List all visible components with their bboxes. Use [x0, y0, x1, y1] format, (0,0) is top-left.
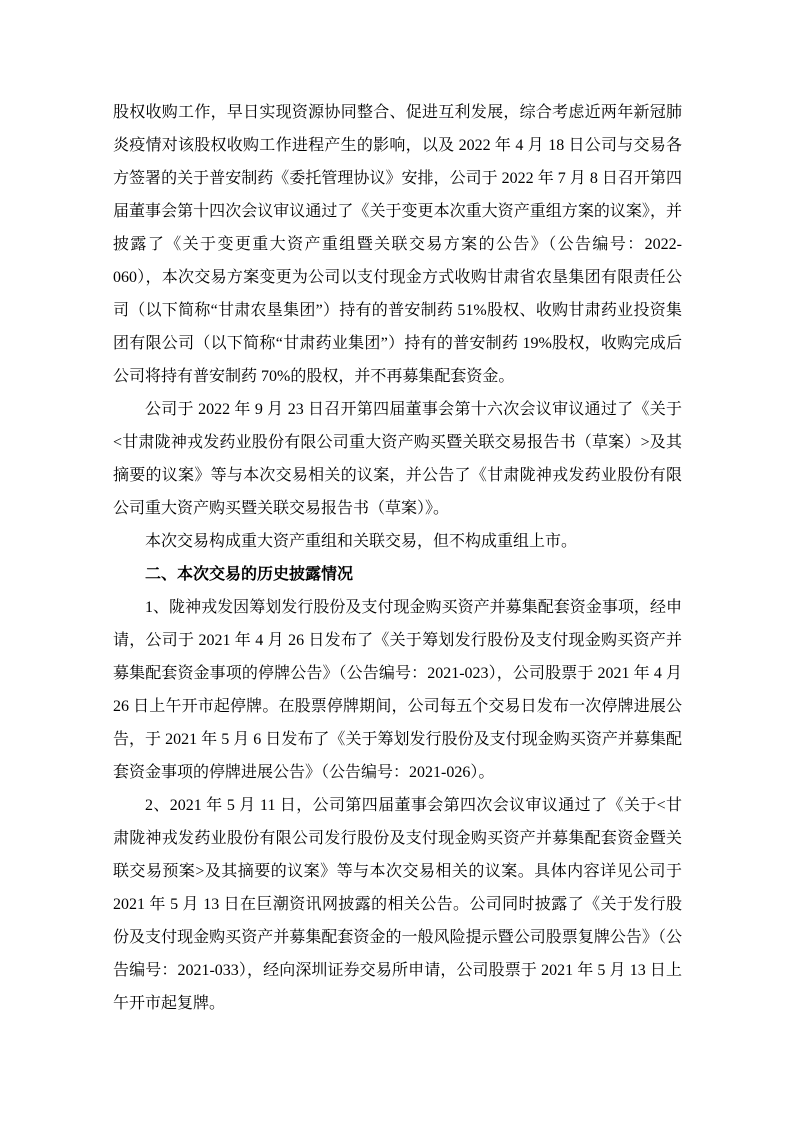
paragraph: 公司于 2022 年 9 月 23 日召开第四届董事会第十六次会议审议通过了《关于<甘肃陇神戎发药业股份有限公司重大资产购买暨关联交易报告书（草案）>及其摘要的议案》等与本次交易相关的议案，并公告了《甘肃陇神戎发药业股份有限公司重大资产购买暨关联交易报告书（草案）》。 [113, 401, 682, 517]
paragraph-list-item-1: 1、陇神戎发因筹划发行股份及支付现金购买资产并募集配套资金事项，经申请，公司于 2021 年 4 月 26 日发布了《关于筹划发行股份及支付现金购买资产并募集配套资金事项的停牌公告》（公告编号：2021-023），公司股票于 2021 年 4 月 26 日上午开市起停牌。在股票停牌期间，公司每五个交易日发布一次停牌进展公告，于 2021 年 5 月 6 日发布了《关于筹划发行股份及支付现金购买资产并募集配套资金事项的停牌进展公告》（公告编号：2021-026）。 [113, 599, 682, 781]
section-heading: 二、本次交易的历史披露情况 [145, 566, 354, 583]
document-content [113, 96, 682, 1020]
paragraph: 本次交易构成重大资产重组和关联交易，但不构成重组上市。 [145, 533, 578, 550]
paragraph-list-item-2: 2、2021 年 5 月 11 日，公司第四届董事会第四次会议审议通过了《关于<甘肃陇神戎发药业股份有限公司发行股份及支付现金购买资产并募集配套资金暨关联交易预案>及其摘要的议案》等与本次交易相关的议案。具体内容详见公司于 2021 年 5 月 13 日在巨潮资讯网披露的相关公告。公司同时披露了《关于发行股份及支付现金购买资产并募集配套资金的一般风险提示暨公司股票复牌公告》（公告编号：2021-033），经向深圳证券交易所申请，公司股票于 2021 年 5 月 13 日上午开市起复牌。 [113, 797, 682, 1012]
paragraph-continuation: 股权收购工作，早日实现资源协同整合、促进互利发展，综合考虑近两年新冠肺炎疫情对该股权收购工作进程产生的影响，以及 2022 年 4 月 18 日公司与交易各方签署的关于普安制药《委托管理协议》安排，公司于 2022 年 7 月 8 日召开第四届董事会第十四次会议审议通过了《关于变更本次重大资产重组方案的议案》，并披露了《关于变更重大资产重组暨关联交易方案的公告》（公告编号：2022-060），本次交易方案变更为公司以支付现金方式收购甘肃省农垦集团有限责任公司（以下简称“甘肃农垦集团”）持有的普安制药 51%股权、收购甘肃药业投资集团有限公司（以下简称“甘肃药业集团”）持有的普安制药 19%股权，收购完成后公司将持有普安制药 70%的股权，并不再募集配套资金。 [113, 104, 682, 385]
